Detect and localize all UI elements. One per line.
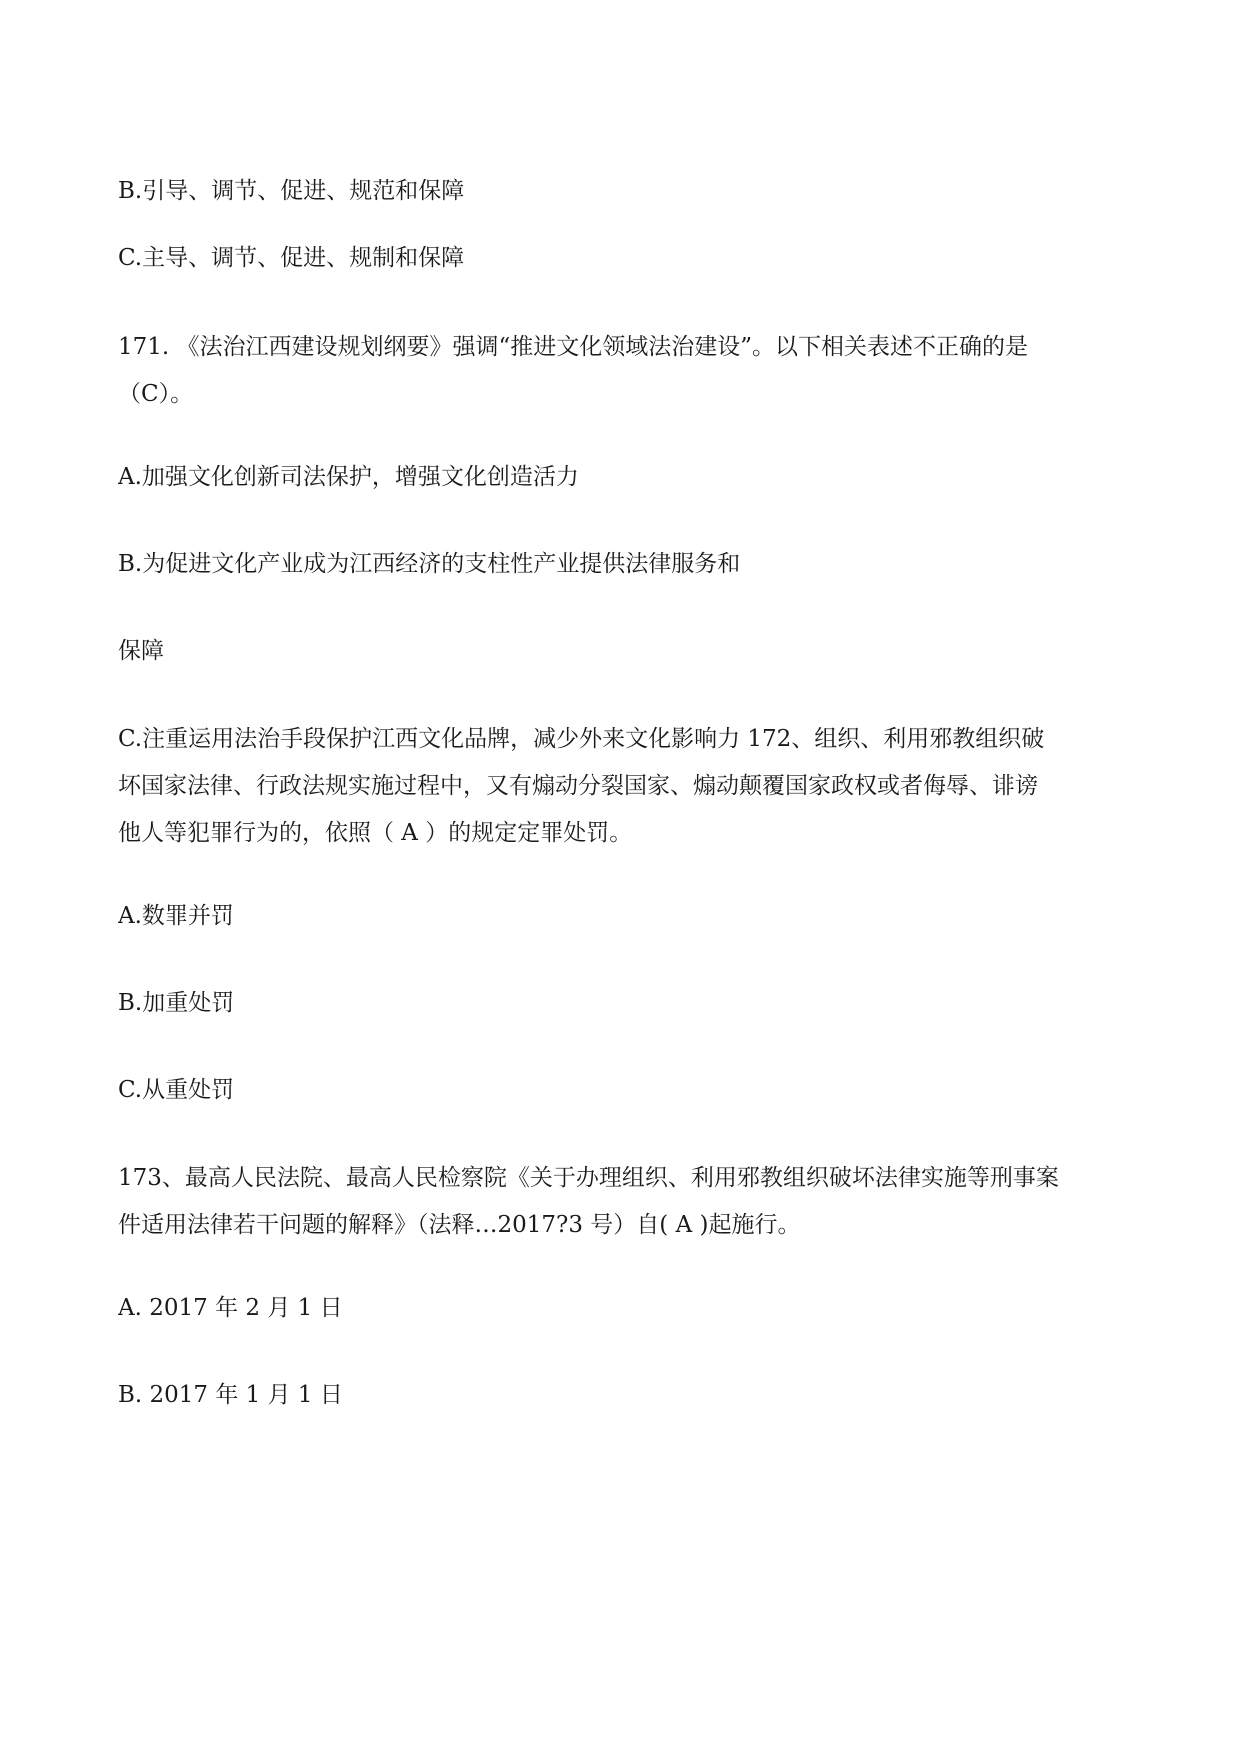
question-173-option-a: A. 2017 年 2 月 1 日: [118, 1295, 343, 1321]
option-b-line: B.引导、调节、促进、规范和保障: [118, 178, 465, 204]
question-172-option-b: B.加重处罚: [118, 990, 235, 1016]
question-172-option-a: A.数罪并罚: [118, 903, 234, 929]
question-171-option-b-line-1: B.为促进文化产业成为江西经济的支柱性产业提供法律服务和: [118, 551, 741, 577]
question-173-line-2: 件适用法律若干问题的解释》（法释…2017?3 号）自( A )起施行。: [118, 1212, 801, 1238]
question-172-line-3: 他人等犯罪行为的，依照（ A ）的规定定罪处罚。: [118, 820, 633, 846]
question-171-option-c-line: C.注重运用法治手段保护江西文化品牌，减少外来文化影响力 172、组织、利用邪教组织破: [118, 726, 1045, 752]
question-171-option-b-line-2: 保障: [118, 638, 164, 664]
question-171-option-a: A.加强文化创新司法保护，增强文化创造活力: [118, 464, 579, 490]
question-171-line-2: （C）。: [118, 381, 194, 407]
question-173-option-b: B. 2017 年 1 月 1 日: [118, 1382, 343, 1408]
question-172-line-2: 坏国家法律、行政法规实施过程中，又有煽动分裂国家、煽动颠覆国家政权或者侮辱、诽谤: [118, 773, 1038, 799]
option-c-line: C.主导、调节、促进、规制和保障: [118, 245, 465, 271]
question-173-line-1: 173、最高人民法院、最高人民检察院《关于办理组织、利用邪教组织破坏法律实施等刑事案: [118, 1165, 1059, 1191]
question-171-line-1: 171. 《法治江西建设规划纲要》强调“推进文化领域法治建设”。以下相关表述不正确的是: [118, 334, 1029, 360]
question-172-option-c: C.从重处罚: [118, 1077, 235, 1103]
